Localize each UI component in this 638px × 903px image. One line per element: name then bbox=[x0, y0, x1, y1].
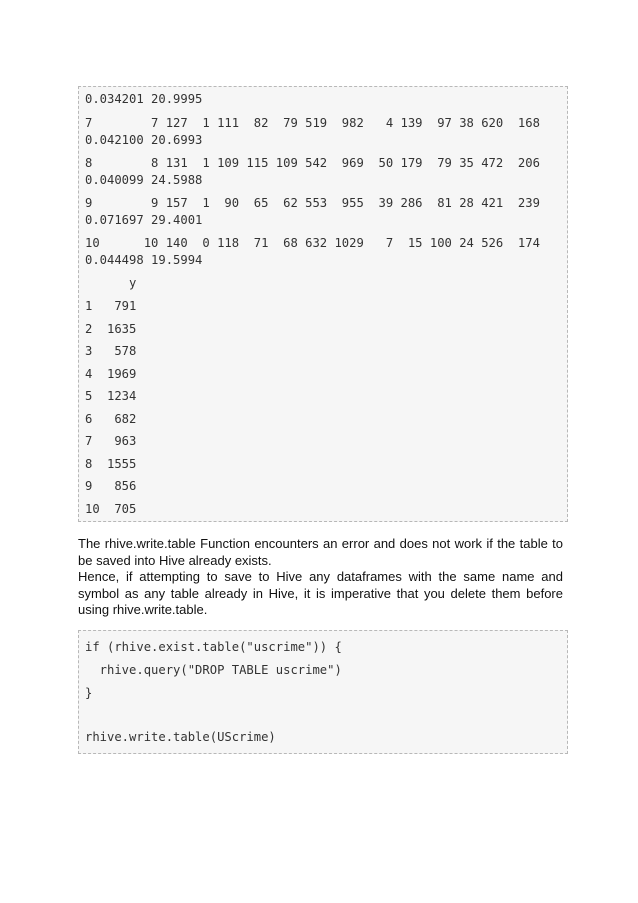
output-line: 6 682 bbox=[85, 412, 137, 426]
code-line: rhive.write.table(UScrime) bbox=[85, 730, 276, 744]
code-line: if (rhive.exist.table("uscrime")) { bbox=[85, 640, 342, 654]
output-line: 9 9 157 1 90 65 62 553 955 39 286 81 28 421 239 bbox=[85, 196, 540, 210]
output-line: 0.034201 20.9995 bbox=[85, 92, 203, 106]
r-code-block bbox=[78, 630, 568, 754]
paragraph-line-1: The rhive.write.table Function encounters an error and does not work if the table to be saved into Hive already exists. bbox=[78, 536, 563, 568]
output-line: 2 1635 bbox=[85, 322, 137, 336]
output-line: 8 1555 bbox=[85, 457, 137, 471]
output-line: 10 705 bbox=[85, 502, 137, 516]
output-line: 0.040099 24.5988 bbox=[85, 173, 203, 187]
output-line: 0.042100 20.6993 bbox=[85, 133, 203, 147]
output-line: 5 1234 bbox=[85, 389, 137, 403]
output-line: 1 791 bbox=[85, 299, 137, 313]
output-line: 0.071697 29.4001 bbox=[85, 213, 203, 227]
explanation-paragraph bbox=[78, 536, 563, 619]
paragraph-line-2: Hence, if attempting to save to Hive any dataframes with the same name and symbol as any table already in Hive, it is imperative that you delete them before using rhive.write.table. bbox=[78, 569, 563, 617]
output-line: 9 856 bbox=[85, 479, 137, 493]
code-line: rhive.query("DROP TABLE uscrime") bbox=[85, 663, 342, 677]
output-line: 4 1969 bbox=[85, 367, 137, 381]
output-code-block bbox=[78, 86, 568, 522]
output-line: 8 8 131 1 109 115 109 542 969 50 179 79 35 472 206 bbox=[85, 156, 540, 170]
code-line: } bbox=[85, 686, 93, 700]
output-line: 7 963 bbox=[85, 434, 137, 448]
output-line: 7 7 127 1 111 82 79 519 982 4 139 97 38 620 168 bbox=[85, 116, 540, 130]
output-line: 0.044498 19.5994 bbox=[85, 253, 203, 267]
output-line: y bbox=[85, 276, 137, 290]
output-line: 10 10 140 0 118 71 68 632 1029 7 15 100 24 526 174 bbox=[85, 236, 540, 250]
output-line: 3 578 bbox=[85, 344, 137, 358]
